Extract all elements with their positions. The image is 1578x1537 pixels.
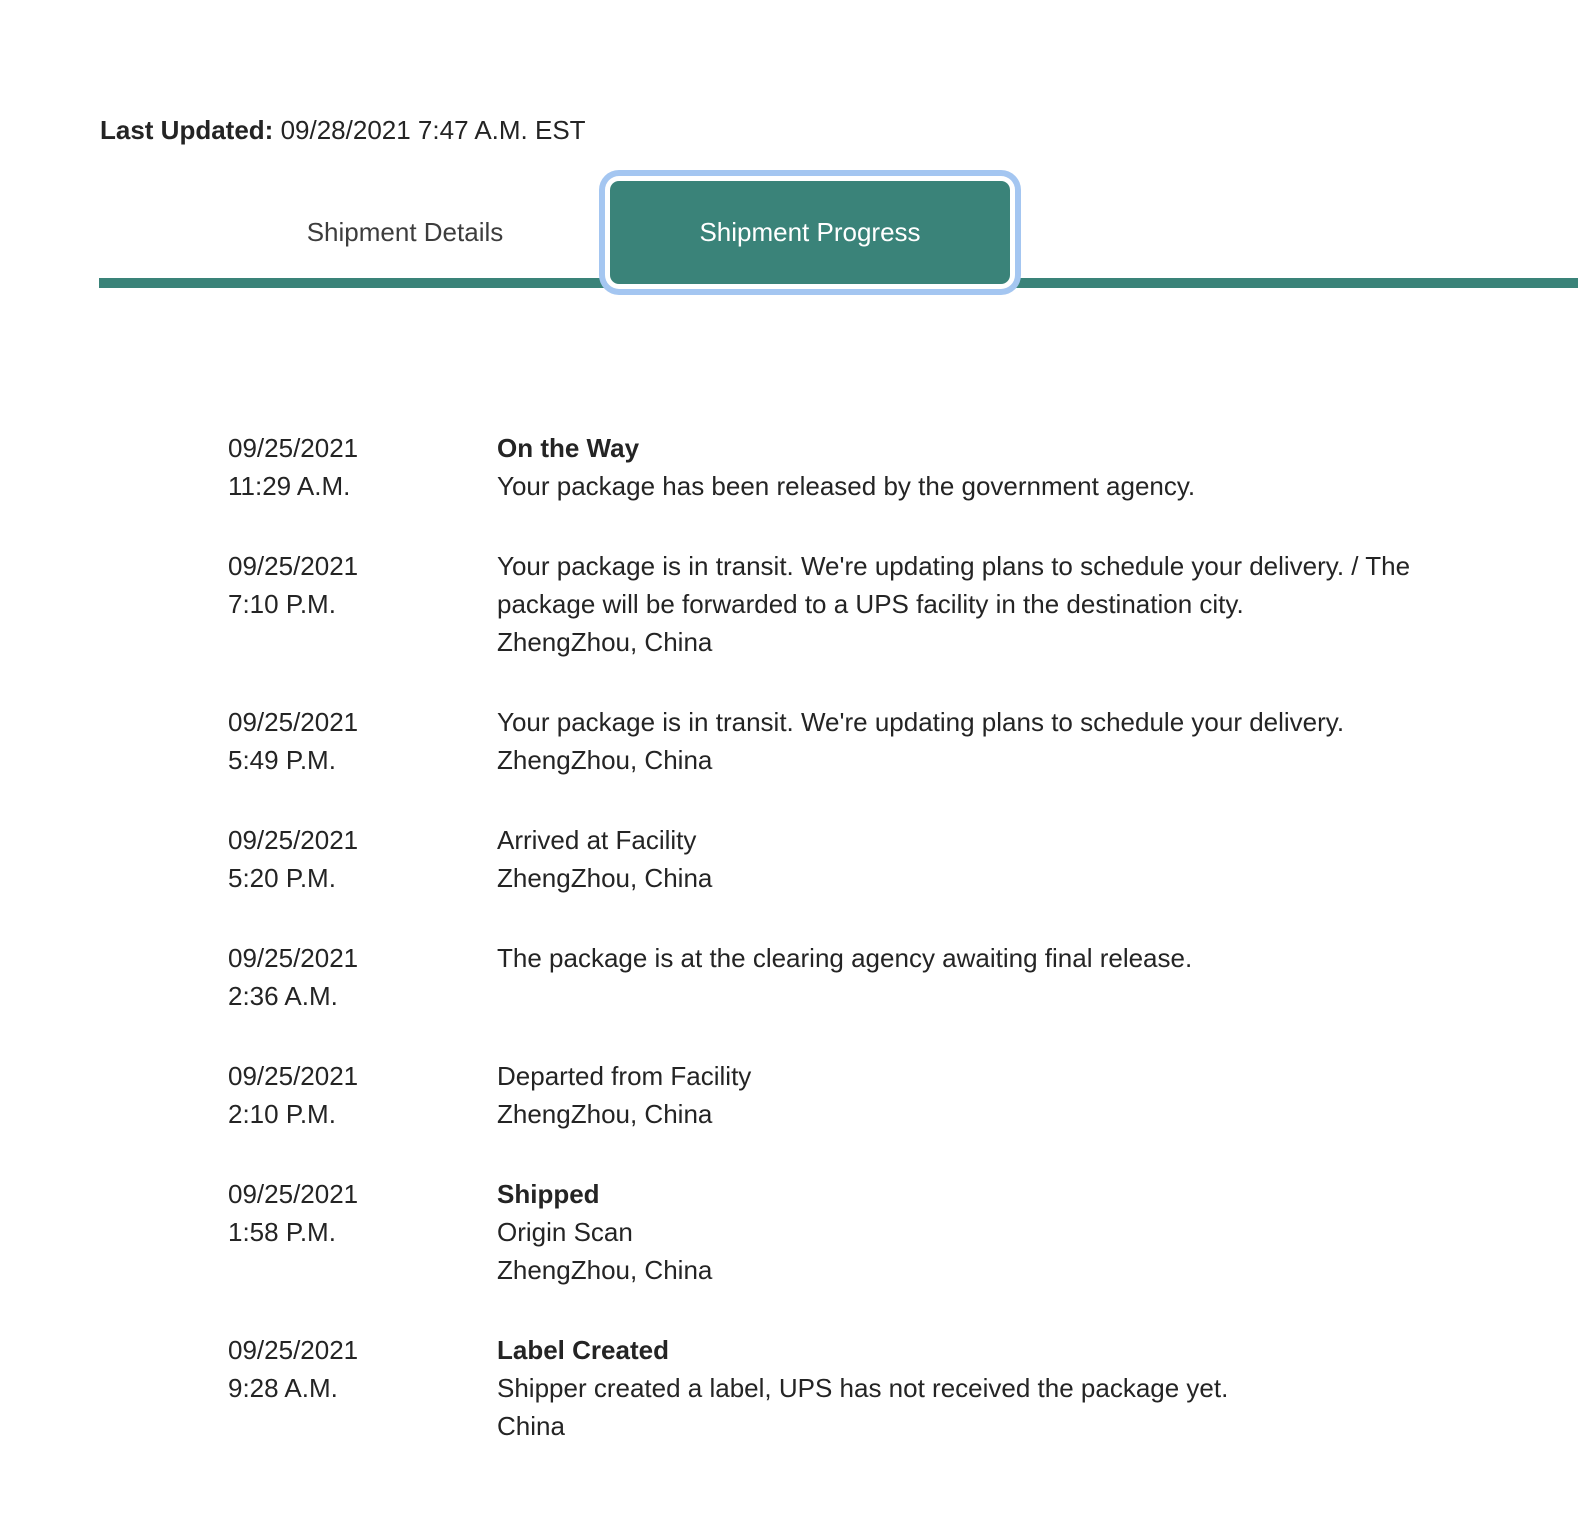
event-time: 9:28 A.M. [228,1373,338,1403]
event-time: 2:36 A.M. [228,981,338,1011]
event-time: 2:10 P.M. [228,1099,336,1129]
tracking-event-row [228,1331,1488,1445]
event-time: 5:49 P.M. [228,745,336,775]
tab-shipment-details[interactable]: Shipment Details [200,181,610,284]
event-description: Your package has been released by the government agency. [497,471,1196,501]
last-updated-value: 09/28/2021 7:47 A.M. EST [280,115,586,145]
event-date: 09/25/2021 [228,707,359,737]
event-date: 09/25/2021 [228,1179,359,1209]
event-title: On the Way [497,433,640,463]
event-date: 09/25/2021 [228,1335,359,1365]
event-location: ZhengZhou, China [497,627,713,657]
tracking-event-row [228,547,1488,661]
event-date: 09/25/2021 [228,551,359,581]
event-location: ZhengZhou, China [497,863,713,893]
tracking-event-row [228,939,1488,1015]
event-time: 7:10 P.M. [228,589,336,619]
tracking-event-row [228,703,1488,779]
event-description: Origin Scan [497,1217,633,1247]
tracking-event-row [228,1175,1488,1289]
last-updated-label: Last Updated: [100,115,274,145]
event-location: ZhengZhou, China [497,745,713,775]
event-time: 5:20 P.M. [228,863,336,893]
tracking-events-list [228,429,1488,1487]
event-location: ZhengZhou, China [497,1099,713,1129]
event-date: 09/25/2021 [228,433,359,463]
event-time: 11:29 A.M. [228,471,351,501]
event-location: ZhengZhou, China [497,1255,713,1285]
event-description: Your package is in transit. We're updating plans to schedule your delivery. [497,707,1345,737]
event-date: 09/25/2021 [228,943,359,973]
event-description: The package is at the clearing agency awaiting final release. [497,943,1193,973]
event-title: Shipped [497,1179,600,1209]
event-title: Label Created [497,1335,669,1365]
event-description: Departed from Facility [497,1061,752,1091]
event-location: China [497,1411,565,1441]
tracking-event-row [228,429,1488,505]
tracking-event-row [228,1057,1488,1133]
tab-shipment-progress[interactable]: Shipment Progress [610,181,1010,284]
tracking-event-row [228,821,1488,897]
event-date: 09/25/2021 [228,825,359,855]
event-time: 1:58 P.M. [228,1217,336,1247]
event-description: Shipper created a label, UPS has not received the package yet. [497,1373,1229,1403]
event-date: 09/25/2021 [228,1061,359,1091]
event-description: Arrived at Facility [497,825,697,855]
last-updated [100,114,586,146]
event-description: Your package is in transit. We're updating plans to schedule your delivery. / The package will be forwarded to a UPS facility in the destination city. [497,551,1411,619]
